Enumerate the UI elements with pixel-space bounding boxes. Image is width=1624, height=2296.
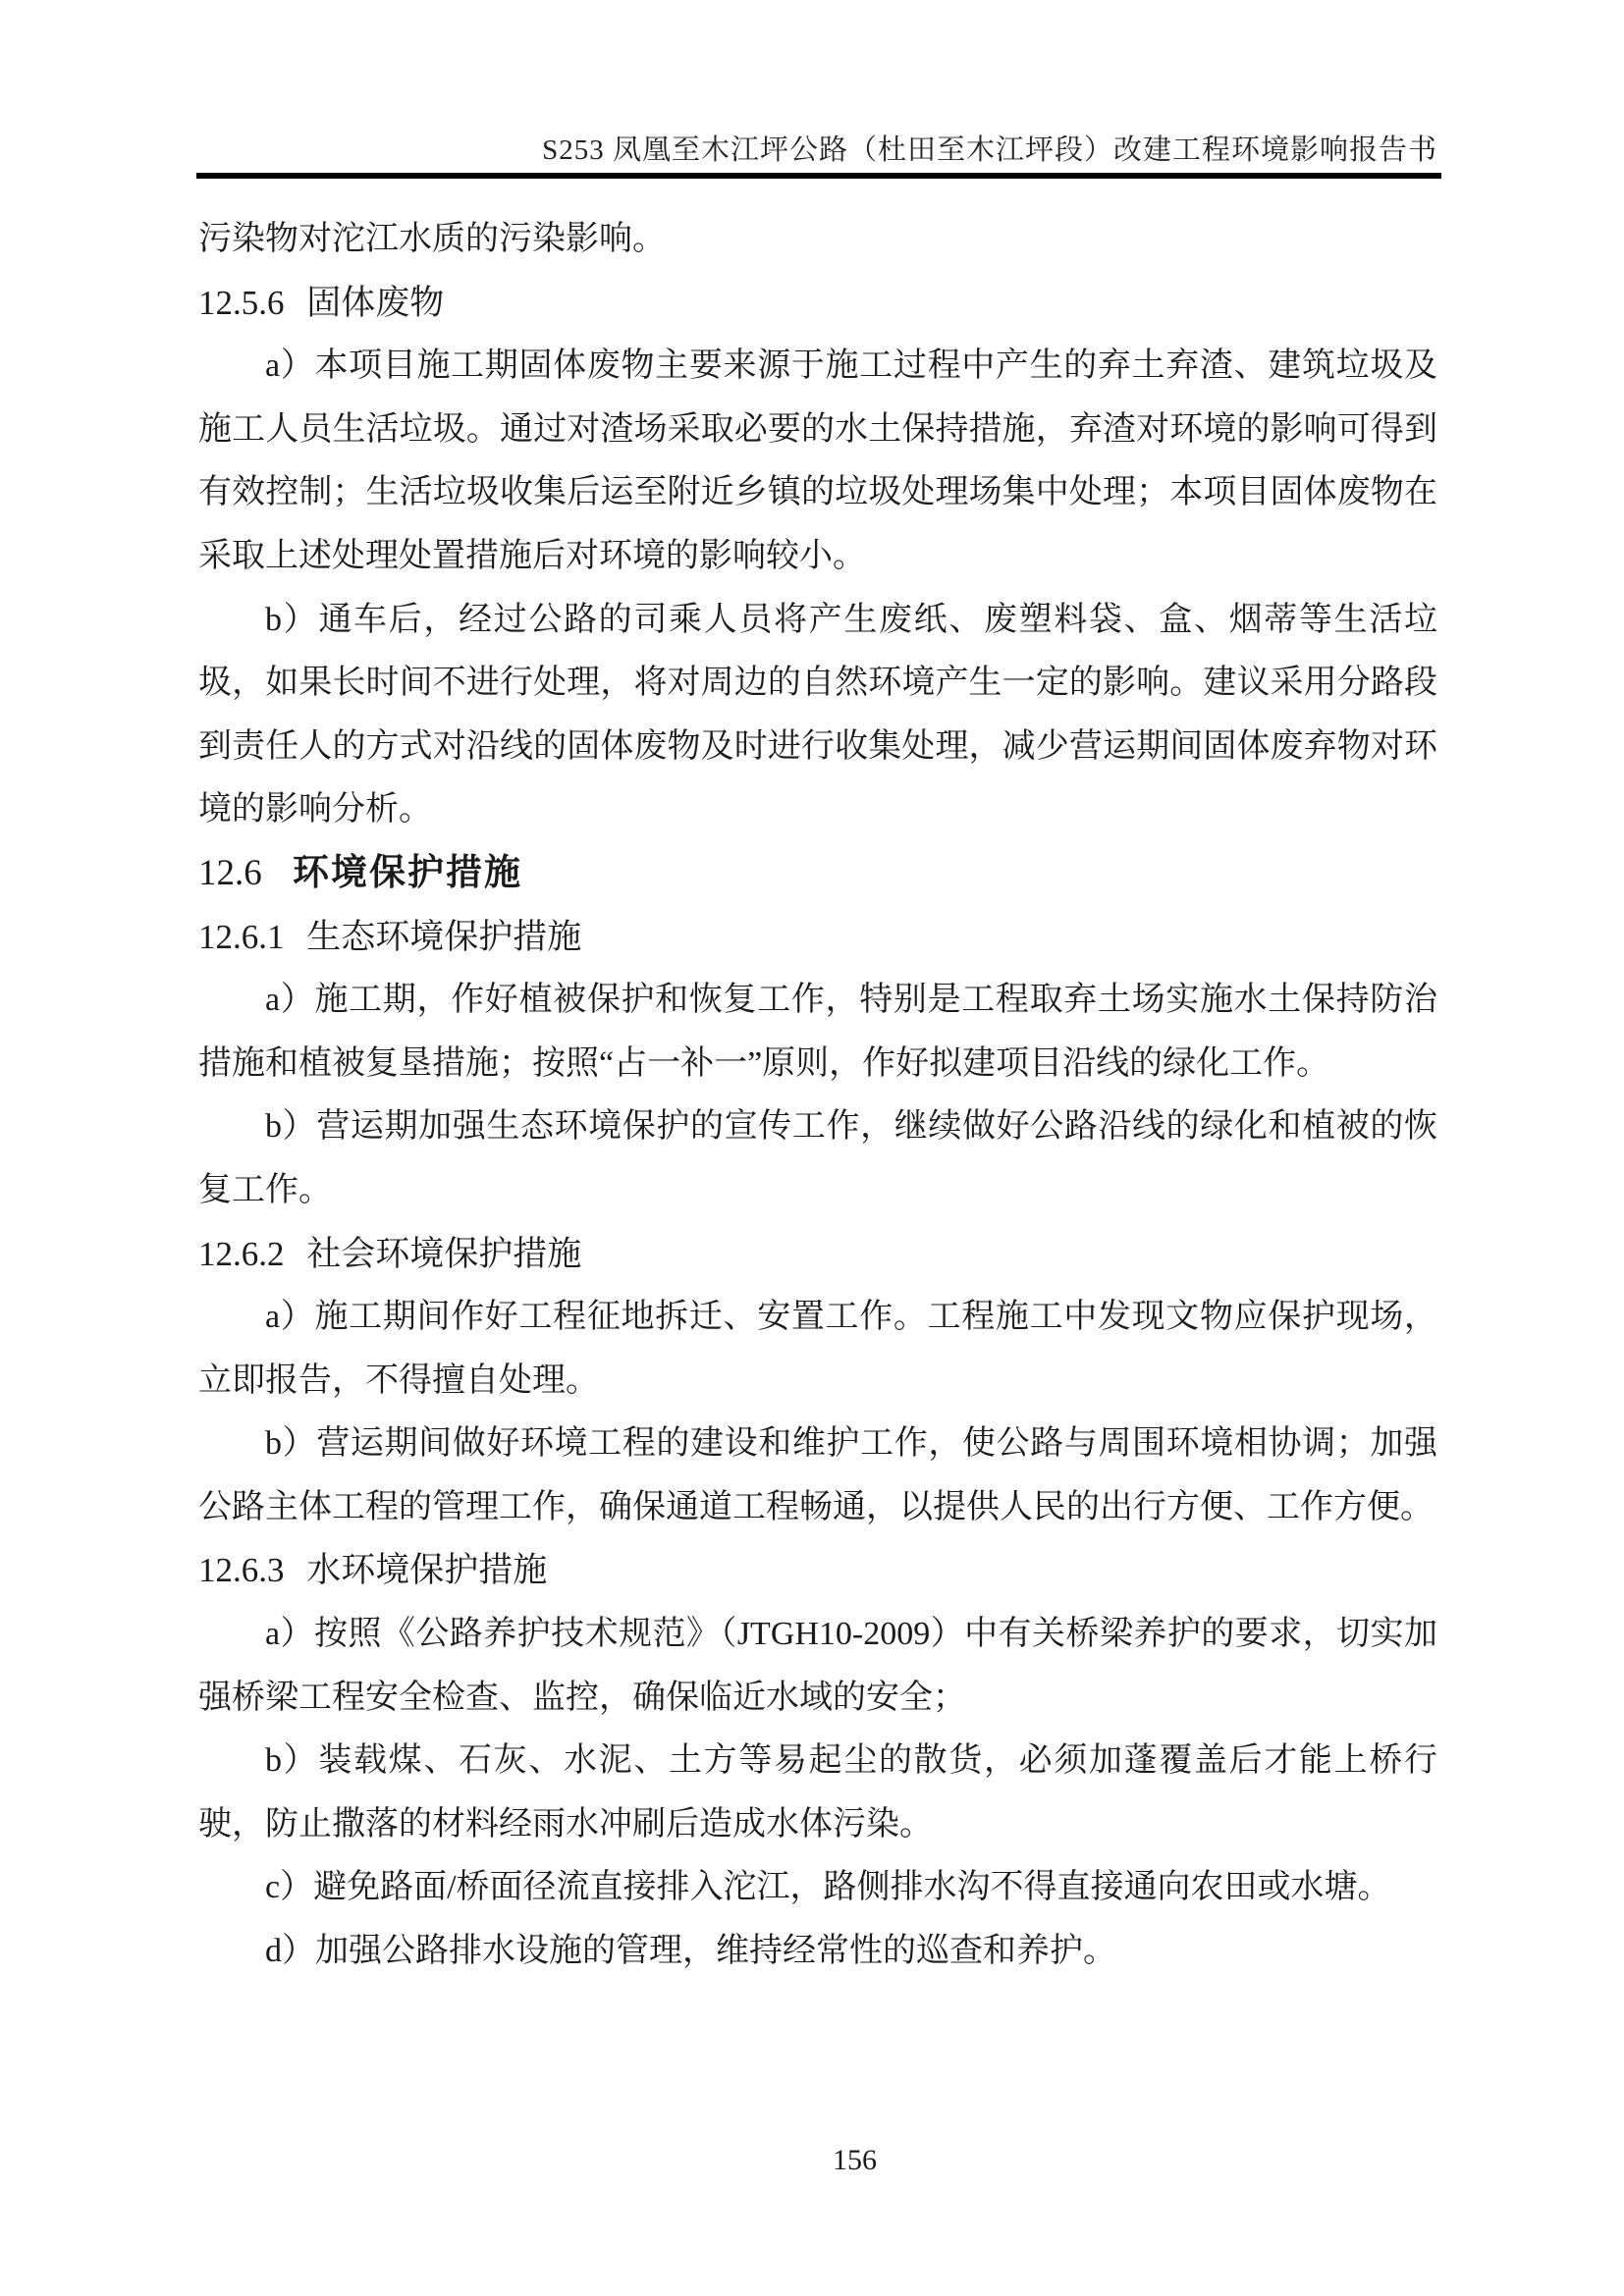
paragraph-continuation: 污染物对沱江水质的污染影响。 xyxy=(198,221,666,257)
heading-title: 环境保护措施 xyxy=(293,852,522,893)
heading-number: 12.6.1 xyxy=(198,917,285,956)
paragraph: a）施工期，作好植被保护和恢复工作，特别是工程取弃土场实施水土保持防治措施和植被复垦措施；按照“占一补一”原则，作好拟建项目沿线的绿化工作。 xyxy=(198,982,1437,1082)
section-heading-12-6 xyxy=(198,842,1437,906)
section-heading-12-6-3 xyxy=(198,1539,1437,1603)
paragraph: a）按照《公路养护技术规范》（JTGH10-2009）中有关桥梁养护的要求，切实加强桥梁工程安全检查、监控，确保临近水域的安全； xyxy=(198,1616,1437,1716)
paragraph: b）营运期间做好环境工程的建设和维护工作，使公路与周围环境相协调；加强公路主体工程的管理工作，确保通道工程畅通，以提供人民的出行方便、工作方便。 xyxy=(198,1425,1437,1525)
paragraph: b）营运期加强生态环境保护的宣传工作，继续做好公路沿线的绿化和植被的恢复工作。 xyxy=(198,1108,1437,1208)
header-title: S253 凤凰至木江坪公路（杜田至木江坪段）改建工程环境影响报告书 xyxy=(542,134,1437,166)
heading-number: 12.6 xyxy=(198,852,262,893)
page-number: 156 xyxy=(833,2144,877,2176)
heading-title: 生态环境保护措施 xyxy=(306,917,582,956)
heading-title: 水环境保护措施 xyxy=(306,1551,548,1590)
paragraph: b）装载煤、石灰、水泥、土方等易起尘的散货，必须加蓬覆盖后才能上桥行驶，防止撒落的材料经雨水冲刷后造成水体污染。 xyxy=(198,1742,1437,1842)
heading-number: 12.6.3 xyxy=(198,1551,285,1590)
heading-title: 社会环境保护措施 xyxy=(306,1234,582,1273)
section-heading-12-6-2 xyxy=(198,1223,1437,1287)
section-heading-12-6-1 xyxy=(198,906,1437,970)
paragraph: c）避免路面/桥面径流直接排入沱江，路侧排水沟不得直接通向农田或水塘。 xyxy=(265,1869,1391,1906)
paragraph: a）施工期间作好工程征地拆迁、安置工作。工程施工中发现文物应保护现场，立即报告，不得擅自处理。 xyxy=(198,1299,1437,1399)
heading-number: 12.6.2 xyxy=(198,1234,285,1273)
paragraph: b）通车后，经过公路的司乘人员将产生废纸、废塑料袋、盒、烟蒂等生活垃圾，如果长时间不进行处理，将对周边的自然环境产生一定的影响。建议采用分路段到责任人的方式对沿线的固体废物及时进行收集处理，减少营运期间固体废弃物对环境的影响分析。 xyxy=(198,601,1437,828)
paragraph: a）本项目施工期固体废物主要来源于施工过程中产生的弃土弃渣、建筑垃圾及施工人员生活垃圾。通过对渣场采取必要的水土保持措施，弃渣对环境的影响可得到有效控制；生活垃圾收集后运至附近乡镇的垃圾处理场集中处理；本项目固体废物在采取上述处理处置措施后对环境的影响较小。 xyxy=(198,347,1437,574)
section-heading-12-5-6 xyxy=(198,272,1437,336)
heading-title: 固体废物 xyxy=(306,283,445,322)
paragraph: d）加强公路排水设施的管理，维持经常性的巡查和养护。 xyxy=(265,1933,1116,1970)
document-body xyxy=(198,208,1437,1984)
header-rule xyxy=(196,173,1441,179)
heading-number: 12.5.6 xyxy=(198,283,285,322)
